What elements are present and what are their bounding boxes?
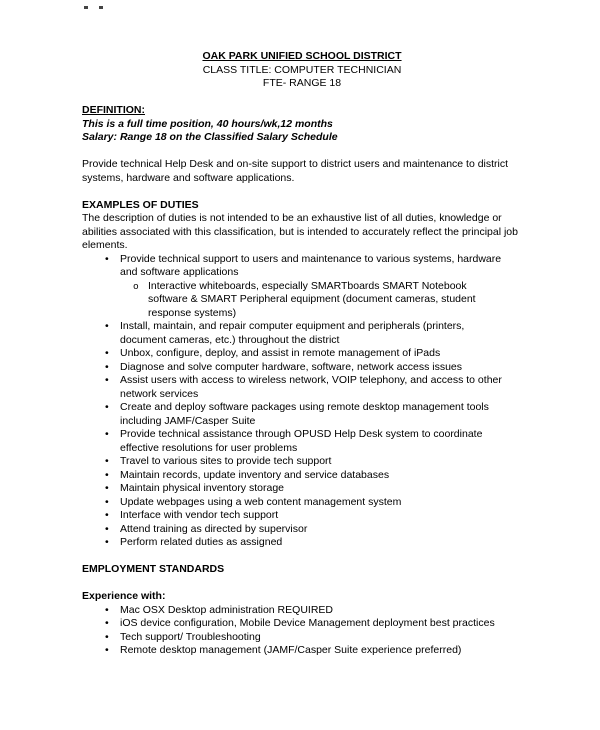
- sub-list: [120, 280, 510, 321]
- sub-list-item: o Interactive whiteboards, especially SMARTboards SMART Notebook software & SMART Peripheral equipment (document cameras, student response systems): [133, 280, 493, 321]
- list-item: • Mac OSX Desktop administration REQUIRED: [105, 604, 522, 618]
- list-item: • Diagnose and solve computer hardware, software, network access issues: [105, 361, 510, 375]
- document-header: [82, 50, 522, 91]
- list-item: • Provide technical assistance through OPUSD Help Desk system to coordinate effective resolutions for user problems: [105, 428, 510, 455]
- fte-range: FTE- RANGE 18: [262, 77, 342, 89]
- list-item: • Remote desktop management (JAMF/Casper Suite experience preferred): [105, 644, 522, 658]
- experience-subheading: Experience with:: [82, 590, 166, 602]
- employment-heading: EMPLOYMENT STANDARDS: [82, 563, 225, 575]
- list-item: • Maintain records, update inventory and service databases: [105, 469, 510, 483]
- duties-list: [82, 253, 522, 550]
- list-item: • Interface with vendor tech support: [105, 509, 510, 523]
- scan-artifact: [84, 6, 88, 9]
- position-line: This is a full time position, 40 hours/wk,12 months: [82, 117, 333, 130]
- list-item: • iOS device configuration, Mobile Device Management deployment best practices: [105, 617, 522, 631]
- employment-section: [82, 563, 522, 658]
- definition-summary: Provide technical Help Desk and on-site support to district users and maintenance to district systems, hardware and software applications.: [82, 158, 509, 184]
- class-title: CLASS TITLE: COMPUTER TECHNICIAN: [202, 63, 402, 76]
- list-item: • Provide technical support to users and maintenance to various systems, hardware and software applications o Interactive whiteboards, especially SMARTboards SMART Notebook software & SMART Peripheral equipment (document cameras, student response systems): [105, 253, 510, 321]
- definition-section: [82, 104, 522, 185]
- list-item: • Create and deploy software packages using remote desktop management tools including JAMF/Casper Suite: [105, 401, 510, 428]
- scan-artifact: [99, 6, 103, 9]
- experience-list: [82, 604, 522, 658]
- duties-intro: The description of duties is not intended to be an exhaustive list of all duties, knowledge or abilities associated with this classification, but is intended to accurately reflect the principal job elements.: [82, 212, 518, 251]
- list-item: • Assist users with access to wireless network, VOIP telephony, and access to other network services: [105, 374, 510, 401]
- list-item: • Tech support/ Troubleshooting: [105, 631, 522, 645]
- duties-heading: EXAMPLES OF DUTIES: [82, 198, 199, 211]
- list-item: • Install, maintain, and repair computer equipment and peripherals (printers, document cameras, etc.) throughout the district: [105, 320, 510, 347]
- list-item: • Travel to various sites to provide tech support: [105, 455, 510, 469]
- duties-section: [82, 199, 522, 550]
- district-name: OAK PARK UNIFIED SCHOOL DISTRICT: [202, 50, 402, 62]
- list-item: • Attend training as directed by supervisor: [105, 523, 510, 537]
- list-item: • Update webpages using a web content management system: [105, 496, 510, 510]
- salary-line: Salary: Range 18 on the Classified Salary Schedule: [82, 131, 338, 143]
- document-content: [82, 50, 522, 658]
- definition-heading: DEFINITION:: [82, 104, 145, 116]
- list-item: • Perform related duties as assigned: [105, 536, 510, 550]
- list-item: • Maintain physical inventory storage: [105, 482, 510, 496]
- list-item: • Unbox, configure, deploy, and assist in remote management of iPads: [105, 347, 510, 361]
